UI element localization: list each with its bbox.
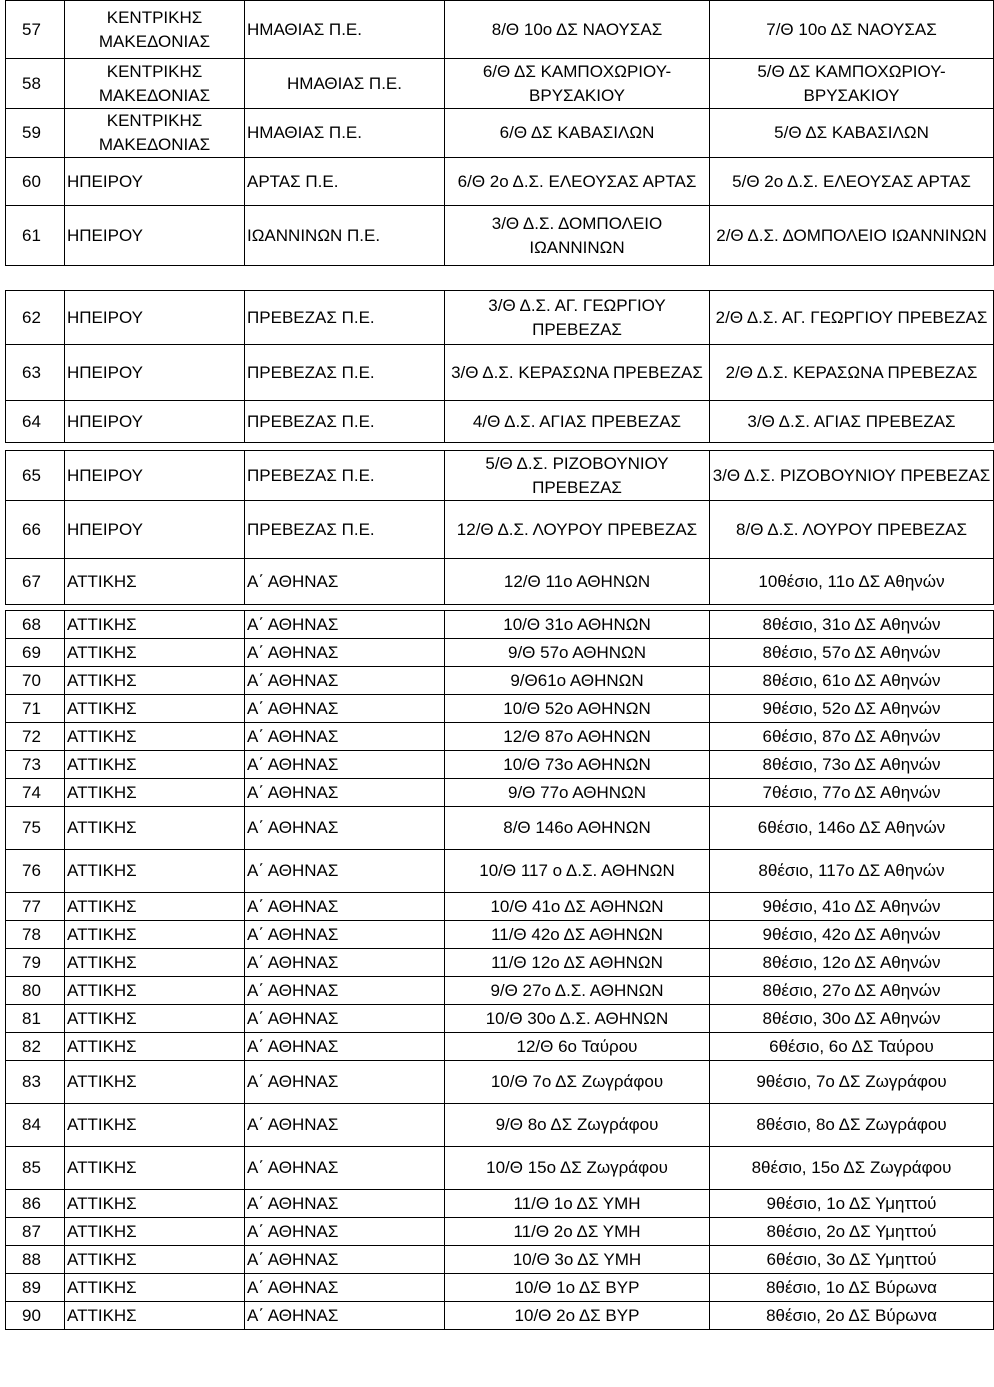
current-school-cell: 8/Θ 10ο ΔΣ ΝΑΟΥΣΑΣ [445, 1, 710, 59]
new-school-cell: 3/Θ Δ.Σ. ΑΓΙΑΣ ΠΡΕΒΕΖΑΣ [710, 401, 994, 443]
directorate-cell: Α΄ ΑΘΗΝΑΣ [245, 667, 445, 695]
row-number: 65 [6, 451, 65, 501]
directorate-cell: ΙΩΑΝΝΙΝΩΝ Π.Ε. [245, 206, 445, 266]
new-school-cell: 9θέσιο, 52ο ΔΣ Αθηνών [710, 695, 994, 723]
region-cell: ΗΠΕΙΡΟΥ [65, 158, 245, 206]
current-school-cell: 9/Θ 8ο ΔΣ Ζωγράφου [445, 1104, 710, 1147]
current-school-cell: 9/Θ 27ο Δ.Σ. ΑΘΗΝΩΝ [445, 977, 710, 1005]
region-cell: ΑΤΤΙΚΗΣ [65, 695, 245, 723]
table-row [6, 158, 994, 206]
directorate-cell: Α΄ ΑΘΗΝΑΣ [245, 1274, 445, 1302]
new-school-cell: 9θέσιο, 41ο ΔΣ Αθηνών [710, 893, 994, 921]
region-cell: ΑΤΤΙΚΗΣ [65, 1190, 245, 1218]
directorate-cell: Α΄ ΑΘΗΝΑΣ [245, 921, 445, 949]
table-row [6, 1218, 994, 1246]
row-number: 88 [6, 1246, 65, 1274]
region-cell: ΑΤΤΙΚΗΣ [65, 921, 245, 949]
new-school-cell: 6θέσιο, 3ο ΔΣ Υμηττού [710, 1246, 994, 1274]
region-cell: ΑΤΤΙΚΗΣ [65, 1104, 245, 1147]
table-row [6, 1246, 994, 1274]
row-number: 83 [6, 1061, 65, 1104]
directorate-cell: Α΄ ΑΘΗΝΑΣ [245, 977, 445, 1005]
new-school-cell: 8θέσιο, 31ο ΔΣ Αθηνών [710, 611, 994, 639]
region-cell: ΑΤΤΙΚΗΣ [65, 1005, 245, 1033]
directorate-cell: ΠΡΕΒΕΖΑΣ Π.Ε. [245, 451, 445, 501]
table-row [6, 695, 994, 723]
new-school-cell: 8θέσιο, 117ο ΔΣ Αθηνών [710, 850, 994, 893]
table-row [6, 949, 994, 977]
current-school-cell: 10/Θ 15ο ΔΣ Ζωγράφου [445, 1147, 710, 1190]
current-school-cell: 11/Θ 1ο ΔΣ ΥΜΗ [445, 1190, 710, 1218]
new-school-cell: 9θέσιο, 42ο ΔΣ Αθηνών [710, 921, 994, 949]
current-school-cell: 5/Θ Δ.Σ. ΡΙΖΟΒΟΥΝΙΟΥ ΠΡΕΒΕΖΑΣ [445, 451, 710, 501]
new-school-cell: 8θέσιο, 15ο ΔΣ Ζωγράφου [710, 1147, 994, 1190]
directorate-cell: Α΄ ΑΘΗΝΑΣ [245, 1246, 445, 1274]
current-school-cell: 3/Θ Δ.Σ. ΑΓ. ΓΕΩΡΓΙΟΥ ΠΡΕΒΕΖΑΣ [445, 291, 710, 345]
region-cell: ΚΕΝΤΡΙΚΗΣ ΜΑΚΕΔΟΝΙΑΣ [65, 109, 245, 158]
current-school-cell: 10/Θ 41ο ΔΣ ΑΘΗΝΩΝ [445, 893, 710, 921]
region-cell: ΑΤΤΙΚΗΣ [65, 1033, 245, 1061]
table-row [6, 291, 994, 345]
table-row [6, 206, 994, 266]
row-number: 75 [6, 807, 65, 850]
organic-positions-table [5, 610, 994, 1330]
directorate-cell: ΠΡΕΒΕΖΑΣ Π.Ε. [245, 345, 445, 401]
region-cell: ΗΠΕΙΡΟΥ [65, 451, 245, 501]
directorate-cell: ΗΜΑΘΙΑΣ Π.Ε. [245, 1, 445, 59]
table-row [6, 1104, 994, 1147]
table-row [6, 451, 994, 501]
table-row [6, 921, 994, 949]
table-row [6, 1033, 994, 1061]
region-cell: ΗΠΕΙΡΟΥ [65, 291, 245, 345]
current-school-cell: 9/Θ61ο ΑΘΗΝΩΝ [445, 667, 710, 695]
row-number: 59 [6, 109, 65, 158]
table-row [6, 639, 994, 667]
table-row [6, 345, 994, 401]
directorate-cell: ΗΜΑΘΙΑΣ Π.Ε. [245, 109, 445, 158]
row-number: 67 [6, 559, 65, 605]
region-cell: ΑΤΤΙΚΗΣ [65, 893, 245, 921]
directorate-cell: ΠΡΕΒΕΖΑΣ Π.Ε. [245, 501, 445, 559]
directorate-cell: Α΄ ΑΘΗΝΑΣ [245, 751, 445, 779]
new-school-cell: 10θέσιο, 11ο ΔΣ Αθηνών [710, 559, 994, 605]
row-number: 87 [6, 1218, 65, 1246]
new-school-cell: 7/Θ 10ο ΔΣ ΝΑΟΥΣΑΣ [710, 1, 994, 59]
directorate-cell: Α΄ ΑΘΗΝΑΣ [245, 1190, 445, 1218]
new-school-cell: 7θέσιο, 77ο ΔΣ Αθηνών [710, 779, 994, 807]
directorate-cell: Α΄ ΑΘΗΝΑΣ [245, 611, 445, 639]
directorate-cell: ΠΡΕΒΕΖΑΣ Π.Ε. [245, 291, 445, 345]
table-row [6, 723, 994, 751]
region-cell: ΑΤΤΙΚΗΣ [65, 850, 245, 893]
directorate-cell: Α΄ ΑΘΗΝΑΣ [245, 695, 445, 723]
table-row [6, 1005, 994, 1033]
row-number: 70 [6, 667, 65, 695]
row-number: 71 [6, 695, 65, 723]
new-school-cell: 8θέσιο, 57ο ΔΣ Αθηνών [710, 639, 994, 667]
region-cell: ΑΤΤΙΚΗΣ [65, 723, 245, 751]
region-cell: ΑΤΤΙΚΗΣ [65, 611, 245, 639]
new-school-cell: 5/Θ ΔΣ ΚΑΒΑΣΙΛΩΝ [710, 109, 994, 158]
current-school-cell: 12/Θ 11ο ΑΘΗΝΩΝ [445, 559, 710, 605]
directorate-cell: ΗΜΑΘΙΑΣ Π.Ε. [245, 59, 445, 109]
table-row [6, 109, 994, 158]
directorate-cell: Α΄ ΑΘΗΝΑΣ [245, 723, 445, 751]
row-number: 62 [6, 291, 65, 345]
table-row [6, 1302, 994, 1330]
directorate-cell: Α΄ ΑΘΗΝΑΣ [245, 850, 445, 893]
new-school-cell: 3/Θ Δ.Σ. ΡΙΖΟΒΟΥΝΙΟΥ ΠΡΕΒΕΖΑΣ [710, 451, 994, 501]
row-number: 58 [6, 59, 65, 109]
table-row [6, 1274, 994, 1302]
table-row [6, 667, 994, 695]
directorate-cell: Α΄ ΑΘΗΝΑΣ [245, 1033, 445, 1061]
new-school-cell: 2/Θ Δ.Σ. ΔΟΜΠΟΛΕΙΟ ΙΩΑΝΝΙΝΩΝ [710, 206, 994, 266]
region-cell: ΑΤΤΙΚΗΣ [65, 1274, 245, 1302]
organic-positions-table [5, 290, 994, 443]
current-school-cell: 10/Θ 52ο ΑΘΗΝΩΝ [445, 695, 710, 723]
new-school-cell: 9θέσιο, 7ο ΔΣ Ζωγράφου [710, 1061, 994, 1104]
current-school-cell: 10/Θ 7ο ΔΣ Ζωγράφου [445, 1061, 710, 1104]
table-row [6, 559, 994, 605]
table-row [6, 1190, 994, 1218]
current-school-cell: 10/Θ 3ο ΔΣ ΥΜΗ [445, 1246, 710, 1274]
row-number: 84 [6, 1104, 65, 1147]
region-cell: ΑΤΤΙΚΗΣ [65, 1147, 245, 1190]
current-school-cell: 10/Θ 1ο ΔΣ ΒΥΡ [445, 1274, 710, 1302]
row-number: 57 [6, 1, 65, 59]
new-school-cell: 2/Θ Δ.Σ. ΑΓ. ΓΕΩΡΓΙΟΥ ΠΡΕΒΕΖΑΣ [710, 291, 994, 345]
region-cell: ΑΤΤΙΚΗΣ [65, 751, 245, 779]
current-school-cell: 12/Θ 6ο Ταύρου [445, 1033, 710, 1061]
table-row [6, 1147, 994, 1190]
region-cell: ΑΤΤΙΚΗΣ [65, 1302, 245, 1330]
region-cell: ΑΤΤΙΚΗΣ [65, 1246, 245, 1274]
region-cell: ΗΠΕΙΡΟΥ [65, 401, 245, 443]
current-school-cell: 10/Θ 30ο Δ.Σ. ΑΘΗΝΩΝ [445, 1005, 710, 1033]
row-number: 63 [6, 345, 65, 401]
table-row [6, 850, 994, 893]
new-school-cell: 8/Θ Δ.Σ. ΛΟΥΡΟΥ ΠΡΕΒΕΖΑΣ [710, 501, 994, 559]
table-row [6, 779, 994, 807]
table-row [6, 59, 994, 109]
row-number: 61 [6, 206, 65, 266]
current-school-cell: 3/Θ Δ.Σ. ΔΟΜΠΟΛΕΙΟ ΙΩΑΝΝΙΝΩΝ [445, 206, 710, 266]
row-number: 64 [6, 401, 65, 443]
region-cell: ΑΤΤΙΚΗΣ [65, 1218, 245, 1246]
region-cell: ΑΤΤΙΚΗΣ [65, 639, 245, 667]
current-school-cell: 12/Θ 87ο ΑΘΗΝΩΝ [445, 723, 710, 751]
current-school-cell: 9/Θ 77ο ΑΘΗΝΩΝ [445, 779, 710, 807]
current-school-cell: 11/Θ 12ο ΔΣ ΑΘΗΝΩΝ [445, 949, 710, 977]
region-cell: ΚΕΝΤΡΙΚΗΣ ΜΑΚΕΔΟΝΙΑΣ [65, 1, 245, 59]
row-number: 73 [6, 751, 65, 779]
region-cell: ΑΤΤΙΚΗΣ [65, 807, 245, 850]
new-school-cell: 8θέσιο, 2ο ΔΣ Υμηττού [710, 1218, 994, 1246]
new-school-cell: 5/Θ ΔΣ ΚΑΜΠΟΧΩΡΙΟΥ-ΒΡΥΣΑΚΙΟΥ [710, 59, 994, 109]
row-number: 82 [6, 1033, 65, 1061]
table-row [6, 1, 994, 59]
new-school-cell: 6θέσιο, 146ο ΔΣ Αθηνών [710, 807, 994, 850]
new-school-cell: 2/Θ Δ.Σ. ΚΕΡΑΣΩΝΑ ΠΡΕΒΕΖΑΣ [710, 345, 994, 401]
region-cell: ΑΤΤΙΚΗΣ [65, 779, 245, 807]
region-cell: ΑΤΤΙΚΗΣ [65, 977, 245, 1005]
new-school-cell: 8θέσιο, 27ο ΔΣ Αθηνών [710, 977, 994, 1005]
row-number: 79 [6, 949, 65, 977]
row-number: 86 [6, 1190, 65, 1218]
current-school-cell: 4/Θ Δ.Σ. ΑΓΙΑΣ ΠΡΕΒΕΖΑΣ [445, 401, 710, 443]
organic-positions-table [5, 450, 994, 605]
organic-positions-table [5, 0, 994, 266]
current-school-cell: 6/Θ 2ο Δ.Σ. ΕΛΕΟΥΣΑΣ ΑΡΤΑΣ [445, 158, 710, 206]
current-school-cell: 10/Θ 117 ο Δ.Σ. ΑΘΗΝΩΝ [445, 850, 710, 893]
new-school-cell: 5/Θ 2ο Δ.Σ. ΕΛΕΟΥΣΑΣ ΑΡΤΑΣ [710, 158, 994, 206]
new-school-cell: 8θέσιο, 30ο ΔΣ Αθηνών [710, 1005, 994, 1033]
region-cell: ΚΕΝΤΡΙΚΗΣ ΜΑΚΕΔΟΝΙΑΣ [65, 59, 245, 109]
directorate-cell: Α΄ ΑΘΗΝΑΣ [245, 639, 445, 667]
current-school-cell: 10/Θ 73ο ΑΘΗΝΩΝ [445, 751, 710, 779]
directorate-cell: Α΄ ΑΘΗΝΑΣ [245, 949, 445, 977]
directorate-cell: Α΄ ΑΘΗΝΑΣ [245, 1147, 445, 1190]
new-school-cell: 8θέσιο, 1ο ΔΣ Βύρωνα [710, 1274, 994, 1302]
new-school-cell: 8θέσιο, 2ο ΔΣ Βύρωνα [710, 1302, 994, 1330]
new-school-cell: 6θέσιο, 6ο ΔΣ Ταύρου [710, 1033, 994, 1061]
new-school-cell: 8θέσιο, 61ο ΔΣ Αθηνών [710, 667, 994, 695]
region-cell: ΗΠΕΙΡΟΥ [65, 345, 245, 401]
region-cell: ΗΠΕΙΡΟΥ [65, 501, 245, 559]
directorate-cell: ΑΡΤΑΣ Π.Ε. [245, 158, 445, 206]
directorate-cell: Α΄ ΑΘΗΝΑΣ [245, 559, 445, 605]
row-number: 72 [6, 723, 65, 751]
table-row [6, 751, 994, 779]
table-row [6, 501, 994, 559]
region-cell: ΗΠΕΙΡΟΥ [65, 206, 245, 266]
directorate-cell: Α΄ ΑΘΗΝΑΣ [245, 779, 445, 807]
table-row [6, 977, 994, 1005]
directorate-cell: Α΄ ΑΘΗΝΑΣ [245, 1218, 445, 1246]
row-number: 69 [6, 639, 65, 667]
row-number: 80 [6, 977, 65, 1005]
new-school-cell: 8θέσιο, 8ο ΔΣ Ζωγράφου [710, 1104, 994, 1147]
current-school-cell: 9/Θ 57ο ΑΘΗΝΩΝ [445, 639, 710, 667]
current-school-cell: 12/Θ Δ.Σ. ΛΟΥΡΟΥ ΠΡΕΒΕΖΑΣ [445, 501, 710, 559]
region-cell: ΑΤΤΙΚΗΣ [65, 559, 245, 605]
table-row [6, 893, 994, 921]
row-number: 89 [6, 1274, 65, 1302]
current-school-cell: 8/Θ 146ο ΑΘΗΝΩΝ [445, 807, 710, 850]
row-number: 77 [6, 893, 65, 921]
table-row [6, 401, 994, 443]
row-number: 76 [6, 850, 65, 893]
row-number: 78 [6, 921, 65, 949]
directorate-cell: Α΄ ΑΘΗΝΑΣ [245, 1302, 445, 1330]
row-number: 68 [6, 611, 65, 639]
current-school-cell: 11/Θ 42ο ΔΣ ΑΘΗΝΩΝ [445, 921, 710, 949]
directorate-cell: Α΄ ΑΘΗΝΑΣ [245, 1005, 445, 1033]
row-number: 90 [6, 1302, 65, 1330]
region-cell: ΑΤΤΙΚΗΣ [65, 667, 245, 695]
new-school-cell: 9θέσιο, 1ο ΔΣ Υμηττού [710, 1190, 994, 1218]
directorate-cell: ΠΡΕΒΕΖΑΣ Π.Ε. [245, 401, 445, 443]
current-school-cell: 6/Θ ΔΣ ΚΑΒΑΣΙΛΩΝ [445, 109, 710, 158]
row-number: 66 [6, 501, 65, 559]
row-number: 85 [6, 1147, 65, 1190]
new-school-cell: 8θέσιο, 12ο ΔΣ Αθηνών [710, 949, 994, 977]
table-row [6, 1061, 994, 1104]
table-row [6, 807, 994, 850]
directorate-cell: Α΄ ΑΘΗΝΑΣ [245, 807, 445, 850]
region-cell: ΑΤΤΙΚΗΣ [65, 949, 245, 977]
row-number: 60 [6, 158, 65, 206]
current-school-cell: 10/Θ 31ο ΑΘΗΝΩΝ [445, 611, 710, 639]
current-school-cell: 3/Θ Δ.Σ. ΚΕΡΑΣΩΝΑ ΠΡΕΒΕΖΑΣ [445, 345, 710, 401]
row-number: 81 [6, 1005, 65, 1033]
directorate-cell: Α΄ ΑΘΗΝΑΣ [245, 893, 445, 921]
directorate-cell: Α΄ ΑΘΗΝΑΣ [245, 1104, 445, 1147]
region-cell: ΑΤΤΙΚΗΣ [65, 1061, 245, 1104]
new-school-cell: 6θέσιο, 87ο ΔΣ Αθηνών [710, 723, 994, 751]
directorate-cell: Α΄ ΑΘΗΝΑΣ [245, 1061, 445, 1104]
current-school-cell: 11/Θ 2ο ΔΣ ΥΜΗ [445, 1218, 710, 1246]
new-school-cell: 8θέσιο, 73ο ΔΣ Αθηνών [710, 751, 994, 779]
table-row [6, 611, 994, 639]
current-school-cell: 6/Θ ΔΣ ΚΑΜΠΟΧΩΡΙΟΥ-ΒΡΥΣΑΚΙΟΥ [445, 59, 710, 109]
current-school-cell: 10/Θ 2ο ΔΣ ΒΥΡ [445, 1302, 710, 1330]
row-number: 74 [6, 779, 65, 807]
